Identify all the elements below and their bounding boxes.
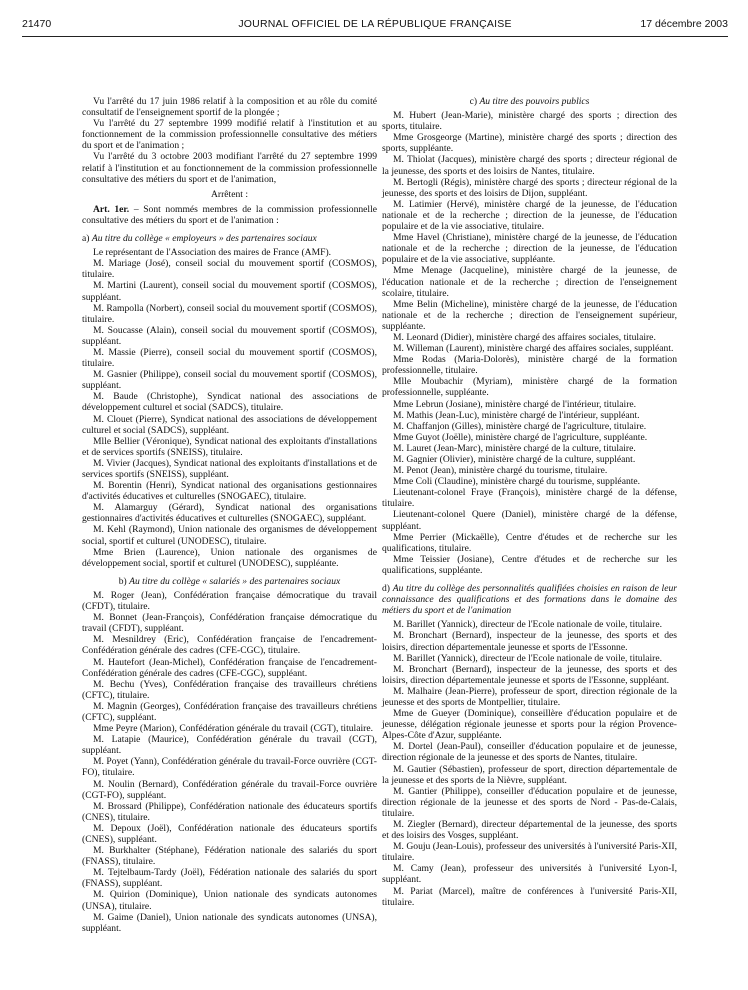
- section-a-list: [82, 247, 377, 569]
- appointment-entry: M. Vivier (Jacques), Syndicat national des exploitants d'installations et de services sportifs (SNEISS), suppléant.: [82, 457, 377, 480]
- appointment-entry: M. Magnin (Georges), Confédération française des travailleurs chrétiens (CFTC), suppléant.: [82, 700, 377, 723]
- appointment-entry: M. Bronchart (Bernard), inspecteur de la jeunesse, des sports et des loisirs, direction départementale jeunesse et sports de l'Essonne.: [382, 630, 677, 653]
- appointment-entry: M. Clouet (Pierre), Syndicat national des associations de développement culturel et social (SADCS), suppléant.: [82, 413, 377, 436]
- appointment-entry: M. Willeman (Laurent), ministère chargé des affaires sociales, suppléant.: [393, 343, 674, 355]
- appointment-entry: M. Brossard (Philippe), Confédération nationale des éducateurs sportifs (CNES), titulaire.: [82, 800, 377, 823]
- appointment-entry: Mme Havel (Christiane), ministère chargé de la jeunesse, de l'éducation nationale et de la recherche ; direction de la jeunesse, de l'éducation populaire et de la vie associative, suppléante.: [382, 232, 677, 266]
- appointment-entry: M. Quirion (Dominique), Union nationale des syndicats autonomes (UNSA), titulaire.: [82, 889, 377, 912]
- appointment-entry: Mme Coli (Claudine), ministère chargé du tourisme, suppléante.: [393, 476, 641, 488]
- header-rule: [22, 36, 728, 37]
- appointment-entry: M. Gasnier (Philippe), conseil social du mouvement sportif (COSMOS), suppléant.: [82, 369, 377, 392]
- preamble-paragraph: Vu l'arrêté du 3 octobre 2003 modifiant l'arrêté du 27 septembre 1999 relatif à l'institution et au fonctionnement de la commission professionnelle consultative des métiers du sport et de l'animation,: [82, 151, 377, 185]
- appointment-entry: M. Gaime (Daniel), Union nationale des syndicats autonomes (UNSA), suppléant.: [82, 911, 377, 934]
- appointment-entry: M. Chaffanjon (Gilles), ministère chargé de l'agriculture, titulaire.: [393, 420, 647, 432]
- arretent-heading: Arrêtent :: [210, 188, 249, 200]
- preamble-paragraph: Vu l'arrêté du 17 juin 1986 relatif à la composition et au rôle du comité consultatif de l'enseignement sportif de la plongée ;: [82, 96, 377, 119]
- section-c-list: [382, 110, 677, 576]
- appointment-entry: Lieutenant-colonel Fraye (François), ministère chargé de la défense, titulaire.: [382, 487, 677, 510]
- section-d-title: Au titre du collège des personnalités qualifiées choisies en raison de leur connaissance des qualifications et des formations dans le domaine des métiers du sport et de l'animation: [382, 583, 678, 617]
- appointment-entry: M. Mesnildrey (Eric), Confédération française de l'encadrement-Confédération générale des cadres (CFE-CGC), titulaire.: [82, 634, 377, 657]
- appointment-entry: M. Roger (Jean), Confédération française démocratique du travail (CFDT), titulaire.: [82, 589, 377, 613]
- appointment-entry: Mlle Moubachir (Myriam), ministère chargé de la formation professionnelle, suppléante.: [382, 376, 677, 399]
- section-b-title: Au titre du collège « salariés » des partenaires sociaux: [129, 575, 341, 587]
- preamble-paragraph: Vu l'arrêté du 27 septembre 1999 modifié relatif à l'institution et au fonctionnement de la commission professionnelle consultative des métiers du sport et de l'animation ;: [82, 118, 377, 152]
- section-d-list: [382, 619, 677, 907]
- appointment-entry: Le représentant de l'Association des maires de France (AMF).: [93, 247, 332, 259]
- appointment-entry: M. Alamarguy (Gérard), Syndicat national des organisations gestionnaires d'activités éducatives et culturelles (SNOGAEC), suppléant.: [82, 502, 377, 525]
- appointment-entry: Mme Grosgeorge (Martine), ministère chargé des sports ; direction des sports, suppléante.: [382, 132, 677, 155]
- appointment-entry: Mme Brien (Laurence), Union nationale des organismes de développement social, sportif et culturel (UNODESC), suppléante.: [82, 546, 377, 569]
- appointment-entry: M. Gautier (Sébastien), professeur de sport, direction départementale de la jeunesse et des sports de la Nièvre, suppléant.: [382, 763, 677, 786]
- appointment-entry: M. Burkhalter (Stéphane), Fédération nationale des salariés du sport (FNASS), titulaire.: [82, 845, 377, 868]
- journal-title: JOURNAL OFFICIEL DE LA RÉPUBLIQUE FRANÇAISE: [238, 18, 512, 30]
- appointment-entry: M. Baude (Christophe), Syndicat national des associations de développement culturel et social (SADCS), titulaire.: [82, 391, 377, 414]
- left-column: [82, 96, 377, 934]
- appointment-entry: M. Massie (Pierre), conseil social du mouvement sportif (COSMOS), titulaire.: [82, 346, 377, 370]
- section-b-heading: [82, 576, 377, 587]
- section-a-title: Au titre du collège « employeurs » des partenaires sociaux: [91, 233, 317, 245]
- appointment-entry: M. Hubert (Jean-Marie), ministère chargé des sports ; direction des sports, titulaire.: [382, 110, 677, 133]
- section-b-list: [82, 590, 377, 934]
- appointment-entry: M. Barillet (Yannick), directeur de l'Ecole nationale de voile, titulaire.: [393, 619, 663, 631]
- section-c-heading: [382, 96, 677, 107]
- appointment-entry: Lieutenant-colonel Quere (Daniel), ministère chargé de la défense, suppléant.: [382, 509, 677, 532]
- appointment-entry: Mlle Bellier (Véronique), Syndicat national des exploitants d'installations et de services sportifs (SNEISS), titulaire.: [82, 435, 377, 458]
- appointment-entry: M. Pariat (Marcel), maître de conférences à l'université Paris-XII, titulaire.: [382, 885, 677, 908]
- appointment-entry: Mme Menage (Jacqueline), ministère chargé de la jeunesse, de l'éducation nationale et de la recherche ; direction de l'enseignement scolaire, titulaire.: [382, 265, 677, 299]
- appointment-entry: M. Gouju (Jean-Louis), professeur des universités à l'université Paris-XII, titulaire.: [382, 841, 677, 864]
- section-a-heading: [82, 233, 377, 244]
- appointment-entry: M. Barillet (Yannick), directeur de l'Ecole nationale de voile, titulaire.: [393, 652, 663, 664]
- appointment-entry: Mme Teissier (Josiane), Centre d'études et de recherche sur les qualifications, suppléante.: [382, 553, 677, 576]
- appointment-entry: M. Thiolat (Jacques), ministère chargé des sports ; directeur régional de la jeunesse, des sports et des loisirs de Nantes, titulaire.: [382, 154, 677, 177]
- appointment-entry: M. Martini (Laurent), conseil social du mouvement sportif (COSMOS), suppléant.: [82, 280, 377, 303]
- section-c-prefix: c): [469, 96, 480, 107]
- appointment-entry: M. Mariage (José), conseil social du mouvement sportif (COSMOS), titulaire.: [82, 258, 377, 281]
- appointment-entry: M. Tejtelbaum-Tardy (Joël), Fédération nationale des salariés du sport (FNASS), suppléant.: [82, 867, 377, 890]
- appointment-entry: M. Gantier (Philippe), conseiller d'éducation populaire et de jeunesse, direction régionale de la jeunesse et des sports de Nord - Pas-de-Calais, titulaire.: [382, 785, 677, 819]
- appointment-entry: M. Dortel (Jean-Paul), conseiller d'éducation populaire et de jeunesse, direction régionale de la jeunesse et des sports de Nantes, titulaire.: [382, 741, 677, 764]
- appointment-entry: M. Latimier (Hervé), ministère chargé de la jeunesse, de l'éducation nationale et de la recherche ; direction de la jeunesse, de l'éducation populaire et de la vie associative, titulaire.: [382, 198, 677, 233]
- page-header: [22, 18, 728, 34]
- appointment-entry: M. Malhaire (Jean-Pierre), professeur de sport, direction régionale de la jeunesse et des sports de Montpellier, titulaire.: [382, 685, 677, 708]
- appointment-entry: Mme Perrier (Mickaëlle), Centre d'études et de recherche sur les qualifications, titulaire.: [382, 531, 677, 554]
- publication-date: 17 décembre 2003: [640, 18, 728, 30]
- section-a-prefix: a): [82, 233, 92, 245]
- appointment-entry: M. Leonard (Didier), ministère chargé des affaires sociales, titulaire.: [393, 331, 656, 343]
- appointment-entry: M. Noulin (Bernard), Confédération générale du travail-Force ouvrière (CGT-FO), suppléant.: [82, 778, 377, 801]
- section-d-prefix: d): [382, 583, 393, 595]
- article-label: Art. 1er.: [93, 203, 130, 215]
- appointment-entry: M. Mathis (Jean-Luc), ministère chargé de l'intérieur, suppléant.: [393, 409, 640, 421]
- appointment-entry: M. Rampolla (Norbert), conseil social du mouvement sportif (COSMOS), titulaire.: [82, 302, 377, 325]
- right-column: [382, 96, 677, 908]
- section-d-heading: [382, 583, 677, 616]
- appointment-entry: M. Ziegler (Bernard), directeur départemental de la jeunesse, des sports et des loisirs des Vosges, suppléant.: [382, 819, 677, 842]
- appointment-entry: Mme Belin (Micheline), ministère chargé de la jeunesse, de l'éducation nationale et de la recherche ; direction de l'enseignement supérieur, suppléante.: [382, 298, 677, 332]
- appointment-entry: M. Hautefort (Jean-Michel), Confédération française de l'encadrement-Confédération générale des cadres (CFE-CGC), suppléant.: [82, 656, 377, 679]
- appointment-entry: M. Lauret (Jean-Marc), ministère chargé de la culture, titulaire.: [393, 442, 636, 454]
- section-b-prefix: b): [118, 575, 130, 587]
- appointment-entry: Mme Peyre (Marion), Confédération générale du travail (CGT), titulaire.: [93, 723, 373, 735]
- appointment-entry: M. Poyet (Yann), Confédération générale du travail-Force ouvrière (CGT-FO), titulaire.: [82, 756, 377, 779]
- appointment-entry: M. Bonnet (Jean-François), Confédération française démocratique du travail (CFDT), suppléant.: [82, 612, 377, 635]
- appointment-entry: M. Kehl (Raymond), Union nationale des organismes de développement social, sportif et culturel (UNODESC), titulaire.: [82, 524, 377, 547]
- appointment-entry: M. Gagnier (Olivier), ministère chargé de la culture, suppléant.: [393, 454, 636, 465]
- section-c-title: Au titre des pouvoirs publics: [479, 96, 590, 107]
- appointment-entry: M. Borentin (Henri), Syndicat national des organisations gestionnaires d'activités éducatives et culturelles (SNOGAEC), titulaire.: [82, 480, 377, 503]
- appointment-entry: M. Soucasse (Alain), conseil social du mouvement sportif (COSMOS), suppléant.: [82, 324, 377, 347]
- appointment-entry: Mme de Gueyer (Dominique), conseillère d'éducation populaire et de jeunesse, délégation régionale jeunesse et sports pour la région Provence-Alpes-Côte d'Azur, suppléante.: [382, 708, 677, 742]
- appointment-entry: M. Camy (Jean), professeur des universités à l'université Lyon-I, suppléant.: [382, 863, 677, 886]
- appointment-entry: M. Penot (Jean), ministère chargé du tourisme, titulaire.: [393, 465, 608, 477]
- appointment-entry: M. Latapie (Maurice), Confédération générale du travail (CGT), suppléant.: [82, 734, 377, 757]
- appointment-entry: Mme Rodas (Maria-Dolorès), ministère chargé de la formation professionnelle, titulaire.: [382, 354, 677, 377]
- appointment-entry: M. Depoux (Joël), Confédération nationale des éducateurs sportifs (CNES), suppléant.: [82, 822, 377, 845]
- appointment-entry: M. Bechu (Yves), Confédération française des travailleurs chrétiens (CFTC), titulaire.: [82, 678, 377, 701]
- appointment-entry: Mme Guyot (Joëlle), ministère chargé de l'agriculture, suppléante.: [393, 431, 648, 443]
- appointment-entry: Mme Lebrun (Josiane), ministère chargé de l'intérieur, titulaire.: [393, 398, 637, 410]
- appointment-entry: M. Bertogli (Régis), ministère chargé des sports ; directeur régional de la jeunesse, des sports et des loisirs de Dijon, suppléant.: [382, 176, 677, 199]
- article-1: [82, 204, 377, 226]
- article-text: – Sont nommés membres de la commission professionnelle consultative des métiers du sport et de l'animation :: [82, 203, 378, 226]
- appointment-entry: M. Bronchart (Bernard), inspecteur de la jeunesse, des sports et des loisirs, direction départementale jeunesse et sports de l'Essonne, suppléant.: [382, 663, 677, 686]
- page-number: 21470: [22, 18, 52, 30]
